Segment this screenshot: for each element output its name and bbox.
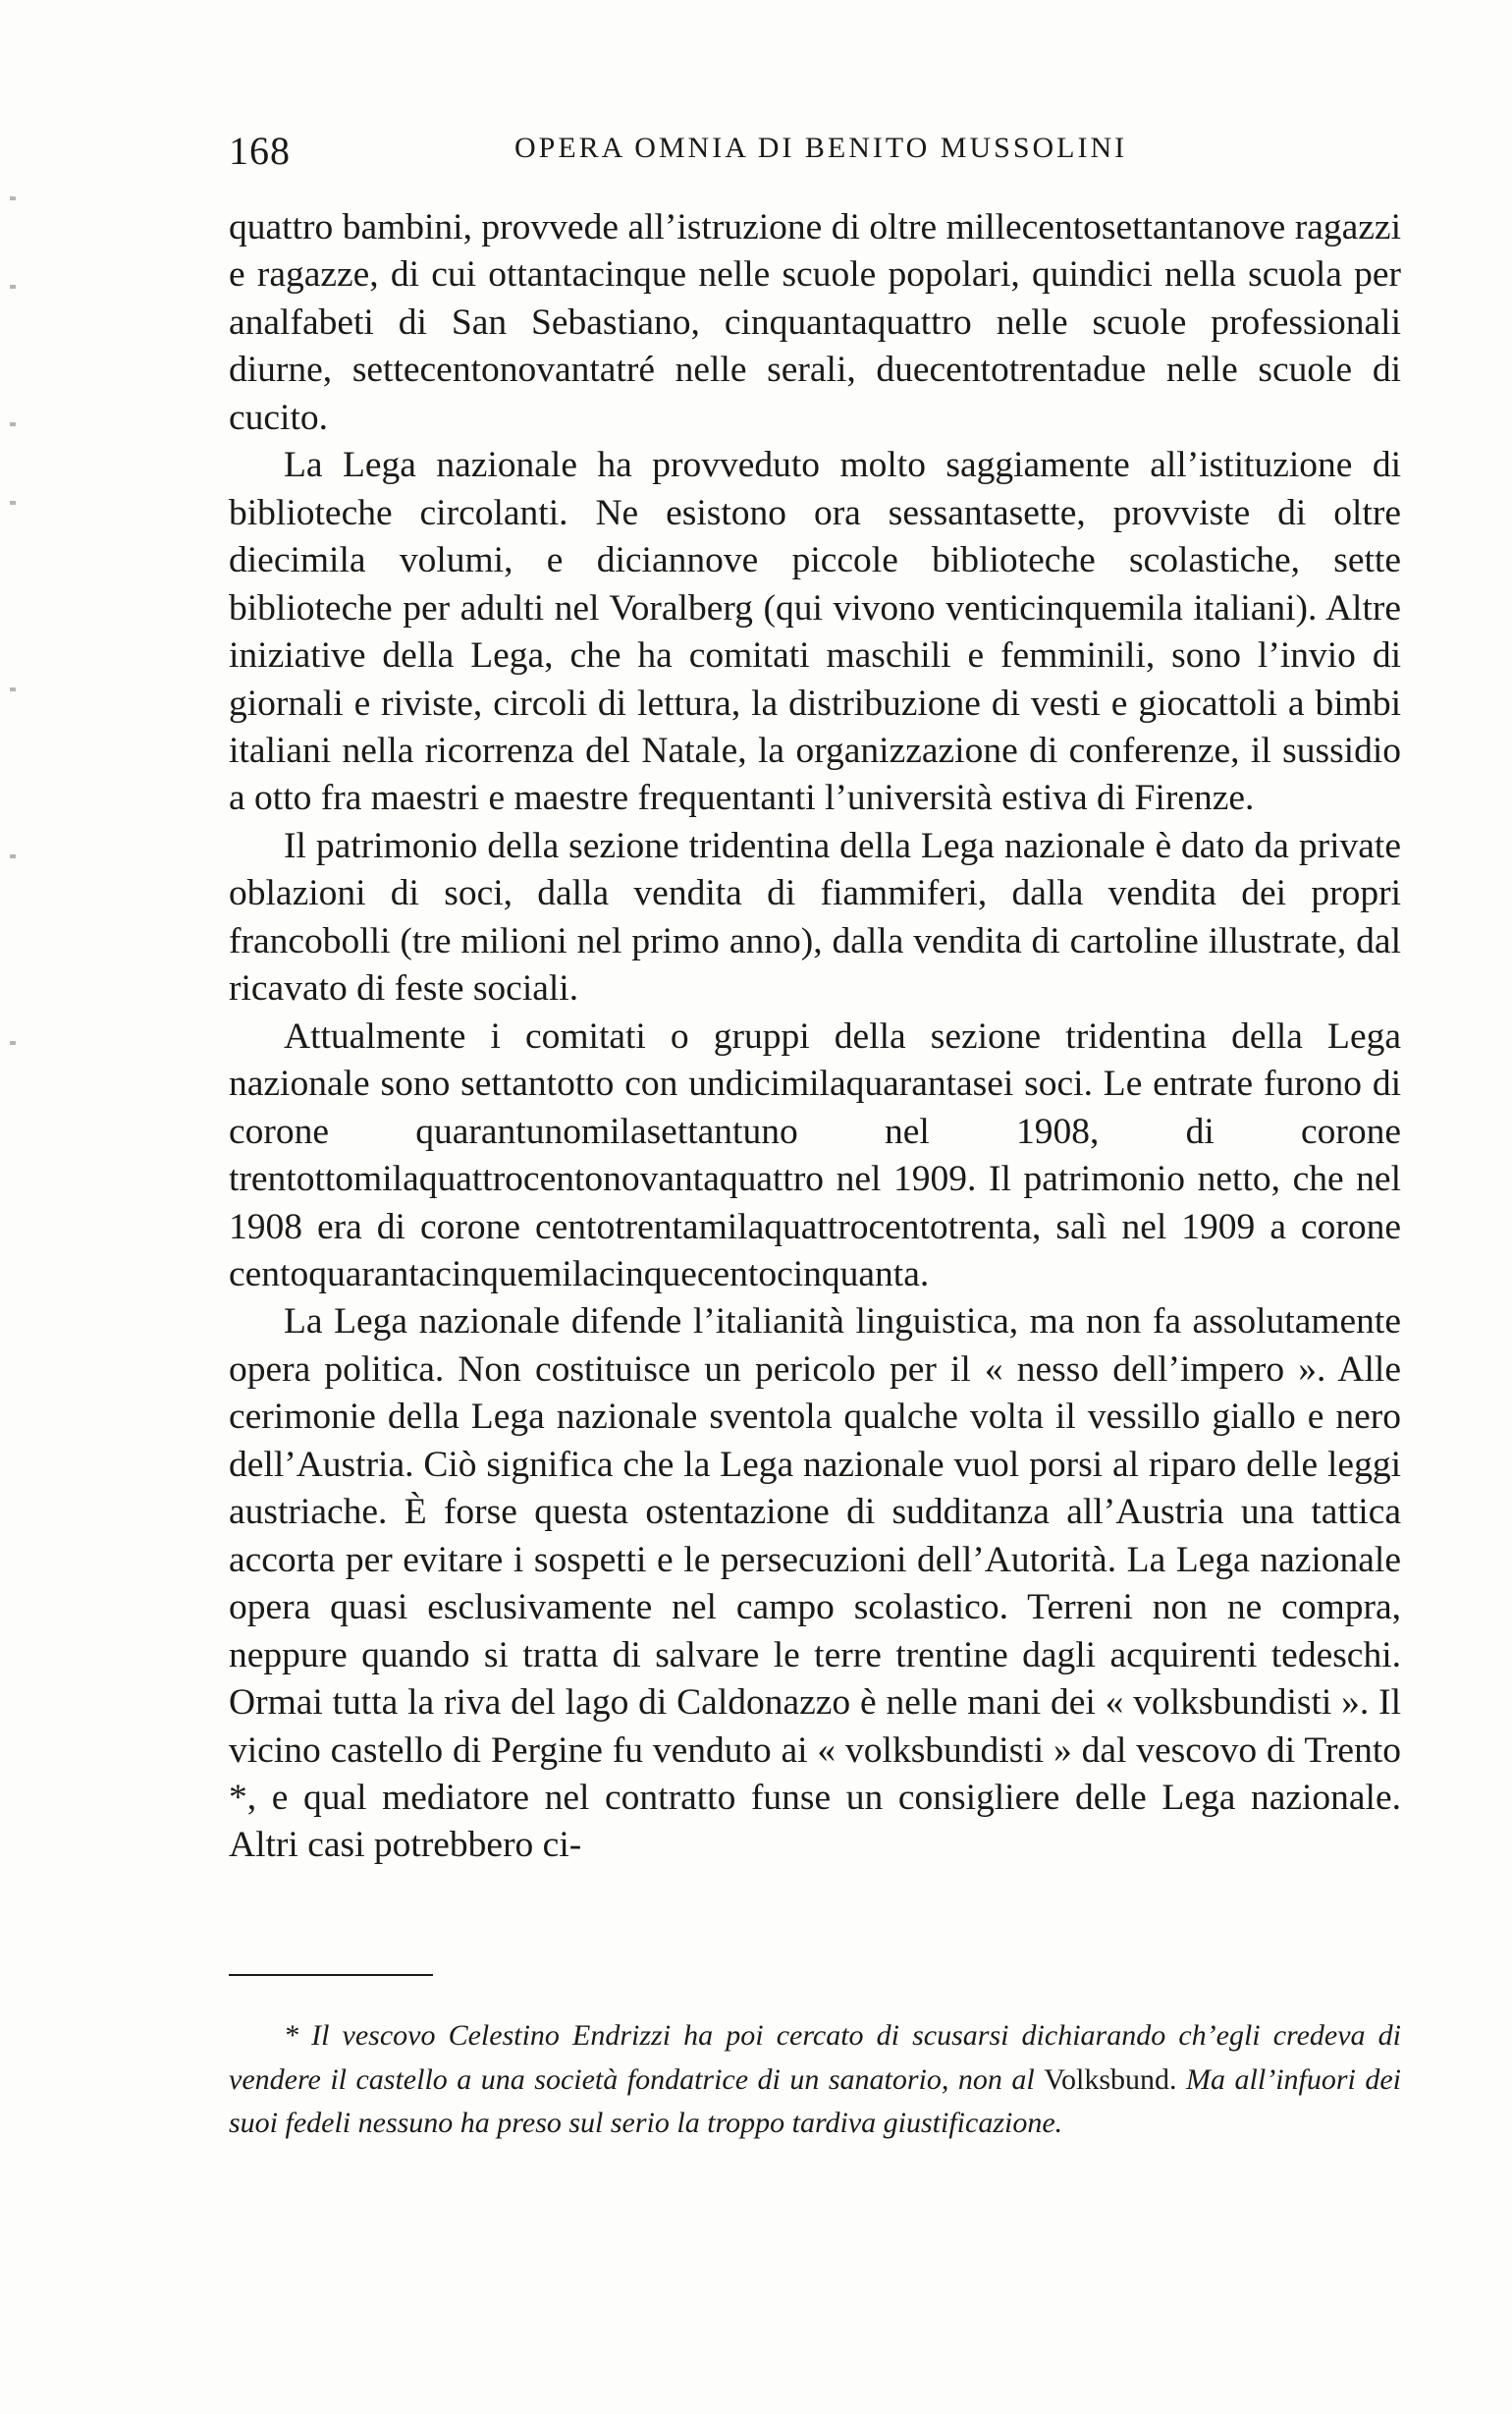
- body-text: [229, 204, 1401, 1870]
- page-number: 168: [229, 129, 291, 173]
- running-head: OPERA OMNIA DI BENITO MUSSOLINI: [514, 132, 1128, 164]
- footnote: [229, 2014, 1401, 2146]
- paragraph: La Lega nazionale difende l’italianità linguistica, ma non fa assolutamente opera politica. Non costituisce un pericolo per il « nesso dell’impero ». Alle cerimonie della Lega nazionale sventola qualche volta il vessillo giallo e nero dell’Austria. Ciò significa che la Lega nazionale vuol porsi al riparo delle leggi austriache. È forse questa ostentazione di sudditanza all’Austria una tattica accorta per evitare i sospetti e le persecuzioni dell’Autorità. La Lega nazionale opera quasi esclusivamente nel campo scolastico. Terreni non ne compra, neppure quando si tratta di salvare le terre trentine dagli acquirenti tedeschi. Ormai tutta la riva del lago di Caldonazzo è nelle mani dei « volksbundisti ». Il vicino castello di Pergine fu venduto ai « volksbundisti » dal vescovo di Trento *, e qual mediatore nel contratto funse un consigliere delle Lega nazionale. Altri casi potrebbero ci-: [229, 1301, 1401, 1866]
- page-header: [229, 118, 1407, 177]
- footnote-volksbund: Volksbund.: [1044, 2062, 1177, 2096]
- paragraph: Il patrimonio della sezione tridentina della Lega nazionale è dato da private oblazioni di soci, dalla vendita di fiammiferi, dalla vendita dei propri francobolli (tre milioni nel primo anno), dalla vendita di cartoline illustrate, dal ricavato di feste sociali.: [229, 825, 1401, 1010]
- paragraph: La Lega nazionale ha provveduto molto saggiamente all’istituzione di biblioteche circolanti. Ne esistono ora sessantasette, provviste di oltre diecimila volumi, e diciannove piccole biblioteche scolastiche, sette biblioteche per adulti nel Voralberg (qui vivono venticinquemila italiani). Altre iniziative della Lega, che ha comitati maschili e femminili, sono l’invio di giornali e riviste, circoli di lettura, la distribuzione di vesti e giocattoli a bimbi italiani nella ricorrenza del Natale, la organizzazione di conferenze, il sussidio a otto fra maestri e maestre frequentanti l’università estiva di Firenze.: [229, 445, 1401, 819]
- scan-margin-marks: [10, 177, 49, 1159]
- footnote-rule: [229, 1974, 433, 1976]
- footnote-text: * Il vescovo Celestino Endrizzi ha poi cercato di scusarsi dichiarando ch’egli credeva di vendere il castello a una società fondatrice di un sanatorio, non al: [229, 2019, 1401, 2096]
- paragraph: Attualmente i comitati o gruppi della sezione tridentina della Lega nazionale sono settantotto con undicimilaquarantasei soci. Le entrate furono di corone quarantunomilasettantuno nel 1908, di corone trentottomilaquattrocentonovantaquattro nel 1909. Il patrimonio netto, che nel 1908 era di corone centotrentamilaquattrocentotrenta, salì nel 1909 a corone centoquarantacinquemilacinquecentocinquanta.: [229, 1015, 1401, 1294]
- paragraph: quattro bambini, provvede all’istruzione di oltre millecentosettantanove ragazzi e ragazze, di cui ottantacinque nelle scuole popolari, quindici nella scuola per analfabeti di San Sebastiano, cinquantaquattro nelle scuole professionali diurne, settecentonovantatré nelle serali, duecentotrentadue nelle scuole di cucito.: [229, 207, 1401, 438]
- footnote-text-end: Ma all’infuori dei suoi fedeli nessuno ha preso sul serio la troppo tardiva giustificazione.: [229, 2062, 1402, 2139]
